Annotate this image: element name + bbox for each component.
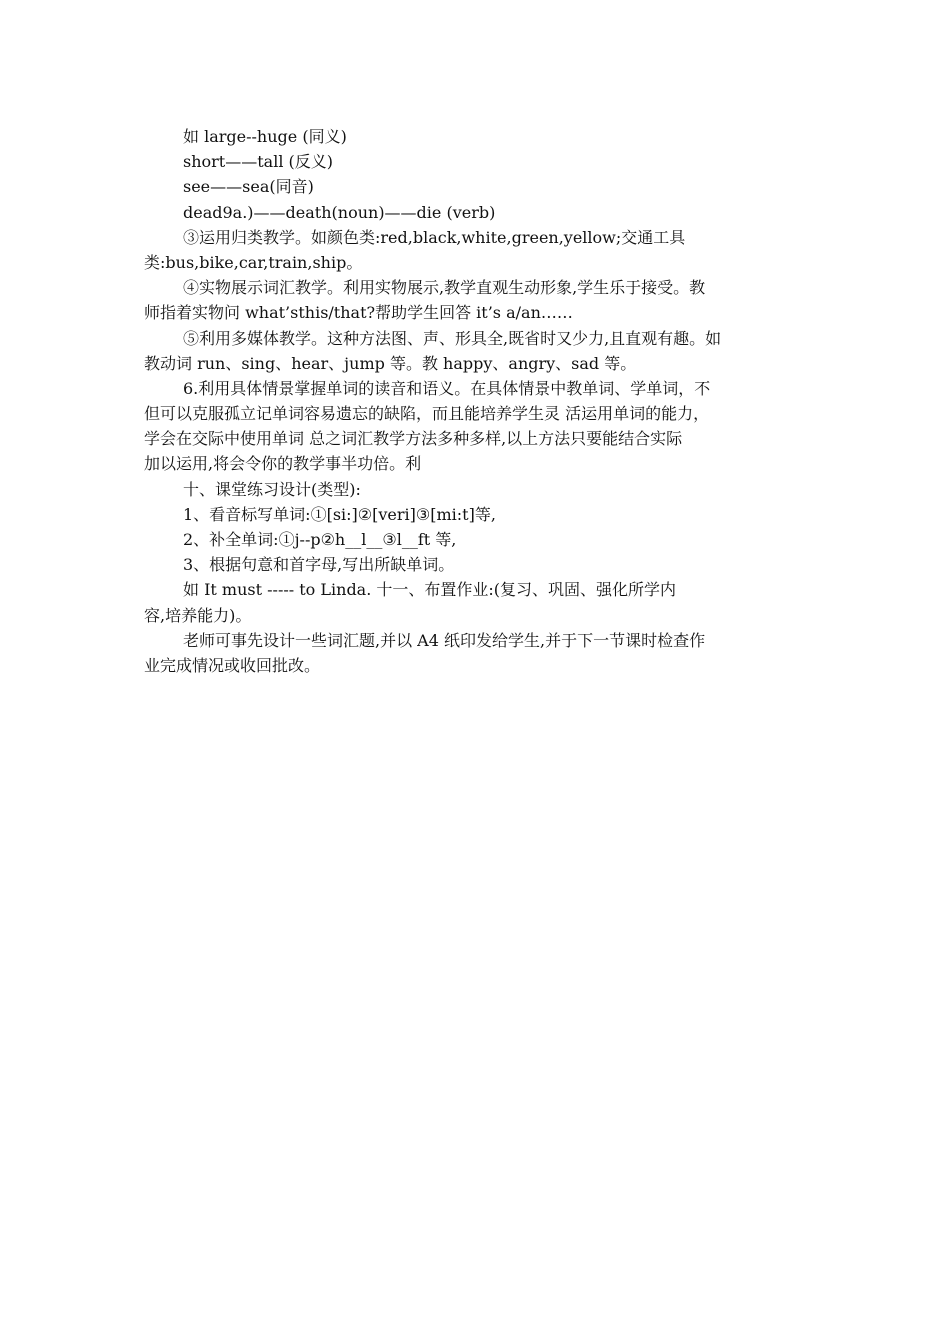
- text-line: 如 It must ----- to Linda. 十一、布置作业:(复习、巩固、强化所学内: [183, 580, 677, 600]
- text-line: 容,培养能力)。: [144, 605, 252, 625]
- text-line: 教动词 run、sing、hear、jump 等。教 happy、angry、sad 等。: [144, 353, 637, 373]
- text-line: short——tall (反义): [183, 152, 334, 172]
- text-line: see——sea(同音): [183, 177, 314, 197]
- text-line: dead9a.)——death(noun)——die (verb): [183, 202, 496, 222]
- text-line: 如 large--huge (同义): [183, 127, 347, 146]
- text-line: 但可以克服孤立记单词容易遗忘的缺陷，而且能培养学生灵 活运用单词的能力，: [144, 404, 710, 424]
- text-line: 6.利用具体情景掌握单词的读音和语义。在具体情景中教单词、学单词，不: [183, 378, 711, 398]
- section-heading: 十、课堂练习设计(类型):: [183, 479, 361, 499]
- text-line: 业完成情况或收回批改。: [144, 655, 321, 675]
- text-line: 3、根据句意和首字母,写出所缺单词。: [183, 555, 455, 575]
- text-line: 加以运用,将会令你的教学事半功倍。利: [144, 454, 422, 474]
- text-line: ⑤利用多媒体教学。这种方法图、声、形具全,既省时又少力,且直观有趣。如: [183, 328, 722, 348]
- text-line: 师指着实物问 what’sthis/that?帮助学生回答 it’s a/an……: [144, 303, 573, 323]
- text-line: ③运用归类教学。如颜色类:red,black,white,green,yellow;交通工具: [183, 227, 686, 247]
- text-line: 2、补全单词:①j--p②h__l__③l__ft 等,: [183, 530, 457, 549]
- text-line: ④实物展示词汇教学。利用实物展示,教学直观生动形象,学生乐于接受。教: [183, 278, 706, 298]
- text-line: 1、看音标写单词:①[si:]②[veri]③[mi:t]等,: [183, 504, 496, 524]
- text-line: 老师可事先设计一些词汇题,并以 A4 纸印发给学生,并于下一节课时检查作: [183, 630, 706, 650]
- document-body: [144, 124, 808, 678]
- text-line: 类:bus,bike,car,train,ship。: [144, 252, 363, 272]
- text-line: 学会在交际中使用单词 总之词汇教学方法多种多样,以上方法只要能结合实际: [144, 429, 683, 449]
